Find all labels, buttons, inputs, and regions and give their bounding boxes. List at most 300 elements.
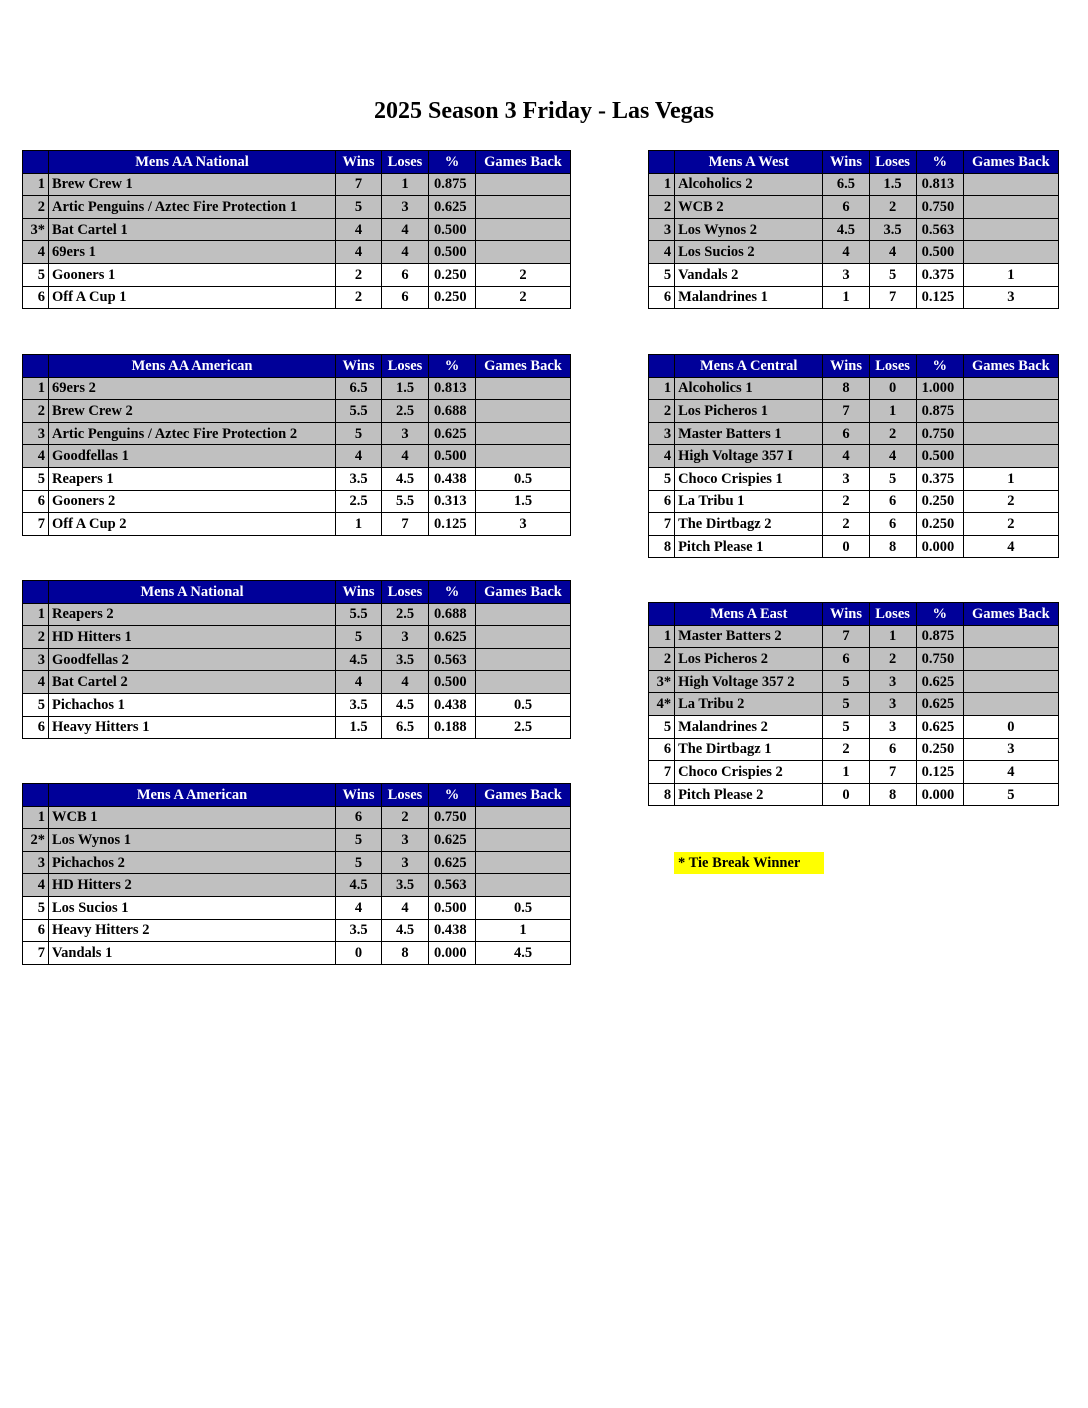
rank-cell: 3 bbox=[23, 851, 49, 874]
header-wins: Wins bbox=[336, 581, 382, 604]
rank-cell: 4 bbox=[23, 445, 49, 468]
wins-cell: 4.5 bbox=[823, 218, 869, 241]
games-back-cell bbox=[476, 422, 571, 445]
team-name: 69ers 2 bbox=[49, 377, 336, 400]
loses-cell: 4 bbox=[382, 445, 429, 468]
loses-cell: 6 bbox=[869, 513, 916, 536]
rank-cell: 7 bbox=[649, 513, 675, 536]
loses-cell: 2 bbox=[382, 806, 429, 829]
games-back-cell bbox=[476, 874, 571, 897]
pct-cell: 0.625 bbox=[429, 196, 476, 219]
header-pct: % bbox=[916, 355, 963, 378]
division-header-row bbox=[23, 151, 571, 174]
division-name: Mens AA American bbox=[49, 355, 336, 378]
header-wins: Wins bbox=[823, 355, 869, 378]
wins-cell: 1 bbox=[823, 286, 869, 309]
wins-cell: 4 bbox=[336, 218, 382, 241]
loses-cell: 4 bbox=[869, 241, 916, 264]
pct-cell: 0.688 bbox=[429, 400, 476, 423]
division-header-row bbox=[649, 355, 1059, 378]
division-table bbox=[22, 580, 571, 739]
wins-cell: 4.5 bbox=[336, 874, 382, 897]
standings-row bbox=[649, 263, 1059, 286]
pct-cell: 0.563 bbox=[429, 648, 476, 671]
games-back-cell bbox=[476, 648, 571, 671]
loses-cell: 6 bbox=[869, 490, 916, 513]
wins-cell: 5 bbox=[823, 670, 869, 693]
division-header-row bbox=[23, 581, 571, 604]
wins-cell: 3.5 bbox=[336, 467, 382, 490]
wins-cell: 7 bbox=[823, 625, 869, 648]
division-name: Mens A West bbox=[675, 151, 823, 174]
division-name: Mens A National bbox=[49, 581, 336, 604]
wins-cell: 4 bbox=[336, 445, 382, 468]
games-back-cell bbox=[963, 422, 1058, 445]
pct-cell: 0.375 bbox=[916, 467, 963, 490]
team-name: Off A Cup 2 bbox=[49, 513, 336, 536]
header-pct: % bbox=[916, 603, 963, 626]
wins-cell: 5.5 bbox=[336, 400, 382, 423]
standings-row bbox=[23, 513, 571, 536]
wins-cell: 2 bbox=[823, 490, 869, 513]
rank-cell: 5 bbox=[23, 467, 49, 490]
team-name: Heavy Hitters 1 bbox=[49, 716, 336, 739]
rank-cell: 6 bbox=[649, 490, 675, 513]
loses-cell: 3 bbox=[382, 422, 429, 445]
loses-cell: 4.5 bbox=[382, 467, 429, 490]
header-wins: Wins bbox=[823, 603, 869, 626]
team-name: Choco Crispies 1 bbox=[675, 467, 823, 490]
games-back-cell bbox=[963, 625, 1058, 648]
loses-cell: 6 bbox=[382, 263, 429, 286]
team-name: Brew Crew 1 bbox=[49, 173, 336, 196]
header-pct: % bbox=[429, 784, 476, 807]
header-rank bbox=[649, 603, 675, 626]
standings-row bbox=[23, 693, 571, 716]
loses-cell: 8 bbox=[869, 535, 916, 558]
games-back-cell: 0.5 bbox=[476, 467, 571, 490]
games-back-cell bbox=[476, 603, 571, 626]
team-name: Pitch Please 1 bbox=[675, 535, 823, 558]
standings-row bbox=[649, 761, 1059, 784]
rank-cell: 6 bbox=[23, 716, 49, 739]
team-name: La Tribu 2 bbox=[675, 693, 823, 716]
rank-cell: 6 bbox=[23, 286, 49, 309]
pct-cell: 0.313 bbox=[429, 490, 476, 513]
header-loses: Loses bbox=[382, 151, 429, 174]
games-back-cell bbox=[476, 806, 571, 829]
wins-cell: 5 bbox=[336, 829, 382, 852]
loses-cell: 3 bbox=[382, 196, 429, 219]
team-name: Vandals 1 bbox=[49, 942, 336, 965]
standings-row bbox=[649, 693, 1059, 716]
header-wins: Wins bbox=[336, 784, 382, 807]
team-name: Gooners 1 bbox=[49, 263, 336, 286]
loses-cell: 6.5 bbox=[382, 716, 429, 739]
division-table bbox=[648, 354, 1059, 558]
games-back-cell: 4 bbox=[963, 535, 1058, 558]
pct-cell: 0.500 bbox=[429, 445, 476, 468]
pct-cell: 0.000 bbox=[916, 783, 963, 806]
rank-cell: 6 bbox=[649, 738, 675, 761]
pct-cell: 0.688 bbox=[429, 603, 476, 626]
standings-row bbox=[23, 445, 571, 468]
pct-cell: 0.500 bbox=[429, 241, 476, 264]
header-rank bbox=[649, 355, 675, 378]
wins-cell: 2 bbox=[336, 286, 382, 309]
loses-cell: 4.5 bbox=[382, 919, 429, 942]
games-back-cell: 2 bbox=[963, 513, 1058, 536]
header-loses: Loses bbox=[869, 355, 916, 378]
loses-cell: 6 bbox=[869, 738, 916, 761]
rank-cell: 2* bbox=[23, 829, 49, 852]
wins-cell: 6 bbox=[823, 648, 869, 671]
rank-cell: 1 bbox=[649, 377, 675, 400]
games-back-cell bbox=[963, 445, 1058, 468]
wins-cell: 5 bbox=[336, 422, 382, 445]
wins-cell: 5 bbox=[336, 626, 382, 649]
games-back-cell bbox=[963, 670, 1058, 693]
team-name: Bat Cartel 2 bbox=[49, 671, 336, 694]
standings-row bbox=[23, 671, 571, 694]
standings-row bbox=[23, 467, 571, 490]
division-name: Mens AA National bbox=[49, 151, 336, 174]
rank-cell: 2 bbox=[649, 400, 675, 423]
wins-cell: 6 bbox=[336, 806, 382, 829]
team-name: Pitch Please 2 bbox=[675, 783, 823, 806]
pct-cell: 0.250 bbox=[916, 490, 963, 513]
team-name: Alcoholics 1 bbox=[675, 377, 823, 400]
wins-cell: 5 bbox=[823, 693, 869, 716]
pct-cell: 0.500 bbox=[916, 445, 963, 468]
wins-cell: 7 bbox=[823, 400, 869, 423]
games-back-cell bbox=[963, 648, 1058, 671]
games-back-cell bbox=[963, 693, 1058, 716]
header-games-back: Games Back bbox=[963, 355, 1058, 378]
games-back-cell: 3 bbox=[476, 513, 571, 536]
division-header-row bbox=[23, 784, 571, 807]
rank-cell: 6 bbox=[23, 919, 49, 942]
standings-row bbox=[649, 173, 1059, 196]
rank-cell: 2 bbox=[23, 626, 49, 649]
loses-cell: 1 bbox=[382, 173, 429, 196]
division-table bbox=[22, 354, 571, 536]
team-name: HD Hitters 2 bbox=[49, 874, 336, 897]
pct-cell: 0.438 bbox=[429, 919, 476, 942]
rank-cell: 4 bbox=[23, 241, 49, 264]
header-pct: % bbox=[916, 151, 963, 174]
header-rank bbox=[649, 151, 675, 174]
rank-cell: 7 bbox=[649, 761, 675, 784]
team-name: Reapers 2 bbox=[49, 603, 336, 626]
team-name: Artic Penguins / Aztec Fire Protection 2 bbox=[49, 422, 336, 445]
standings-row bbox=[23, 919, 571, 942]
pct-cell: 0.813 bbox=[916, 173, 963, 196]
team-name: Gooners 2 bbox=[49, 490, 336, 513]
team-name: High Voltage 357 I bbox=[675, 445, 823, 468]
loses-cell: 4 bbox=[382, 671, 429, 694]
pct-cell: 0.625 bbox=[429, 829, 476, 852]
header-loses: Loses bbox=[382, 784, 429, 807]
team-name: Master Batters 1 bbox=[675, 422, 823, 445]
loses-cell: 0 bbox=[869, 377, 916, 400]
standings-row bbox=[649, 513, 1059, 536]
rank-cell: 1 bbox=[649, 625, 675, 648]
wins-cell: 3.5 bbox=[336, 919, 382, 942]
wins-cell: 4 bbox=[336, 241, 382, 264]
header-games-back: Games Back bbox=[476, 581, 571, 604]
pct-cell: 0.375 bbox=[916, 263, 963, 286]
header-wins: Wins bbox=[823, 151, 869, 174]
loses-cell: 5.5 bbox=[382, 490, 429, 513]
wins-cell: 0 bbox=[336, 942, 382, 965]
games-back-cell: 1 bbox=[476, 919, 571, 942]
standings-row bbox=[649, 218, 1059, 241]
pct-cell: 0.250 bbox=[916, 738, 963, 761]
rank-cell: 1 bbox=[23, 377, 49, 400]
standings-row bbox=[649, 490, 1059, 513]
standings-row bbox=[23, 400, 571, 423]
pct-cell: 0.500 bbox=[429, 671, 476, 694]
pct-cell: 0.000 bbox=[916, 535, 963, 558]
pct-cell: 0.813 bbox=[429, 377, 476, 400]
pct-cell: 0.500 bbox=[916, 241, 963, 264]
standings-row bbox=[649, 196, 1059, 219]
standings-row bbox=[649, 648, 1059, 671]
standings-row bbox=[23, 173, 571, 196]
standings-row bbox=[649, 286, 1059, 309]
header-games-back: Games Back bbox=[476, 784, 571, 807]
rank-cell: 4 bbox=[649, 241, 675, 264]
team-name: Malandrines 2 bbox=[675, 715, 823, 738]
loses-cell: 7 bbox=[869, 286, 916, 309]
division-header-row bbox=[649, 151, 1059, 174]
pct-cell: 0.563 bbox=[429, 874, 476, 897]
loses-cell: 7 bbox=[382, 513, 429, 536]
standings-row bbox=[649, 625, 1059, 648]
loses-cell: 1.5 bbox=[382, 377, 429, 400]
games-back-cell bbox=[476, 400, 571, 423]
rank-cell: 8 bbox=[649, 783, 675, 806]
wins-cell: 8 bbox=[823, 377, 869, 400]
rank-cell: 5 bbox=[23, 263, 49, 286]
games-back-cell bbox=[963, 241, 1058, 264]
team-name: Bat Cartel 1 bbox=[49, 218, 336, 241]
header-rank bbox=[23, 581, 49, 604]
standings-row bbox=[23, 196, 571, 219]
division-name: Mens A Central bbox=[675, 355, 823, 378]
loses-cell: 1 bbox=[869, 400, 916, 423]
header-wins: Wins bbox=[336, 355, 382, 378]
team-name: Heavy Hitters 2 bbox=[49, 919, 336, 942]
standings-row bbox=[23, 263, 571, 286]
games-back-cell: 2.5 bbox=[476, 716, 571, 739]
team-name: WCB 1 bbox=[49, 806, 336, 829]
team-name: HD Hitters 1 bbox=[49, 626, 336, 649]
games-back-cell bbox=[476, 671, 571, 694]
games-back-cell: 0 bbox=[963, 715, 1058, 738]
team-name: Master Batters 2 bbox=[675, 625, 823, 648]
pct-cell: 0.125 bbox=[429, 513, 476, 536]
standings-row bbox=[23, 626, 571, 649]
team-name: Los Picheros 2 bbox=[675, 648, 823, 671]
header-games-back: Games Back bbox=[963, 151, 1058, 174]
rank-cell: 8 bbox=[649, 535, 675, 558]
loses-cell: 4 bbox=[382, 241, 429, 264]
games-back-cell bbox=[476, 626, 571, 649]
header-pct: % bbox=[429, 151, 476, 174]
standings-row bbox=[23, 896, 571, 919]
standings-row bbox=[23, 490, 571, 513]
standings-row bbox=[23, 829, 571, 852]
rank-cell: 3 bbox=[649, 422, 675, 445]
team-name: Los Wynos 2 bbox=[675, 218, 823, 241]
games-back-cell bbox=[476, 241, 571, 264]
rank-cell: 7 bbox=[23, 942, 49, 965]
games-back-cell: 2 bbox=[476, 263, 571, 286]
wins-cell: 4 bbox=[336, 896, 382, 919]
standings-row bbox=[649, 422, 1059, 445]
wins-cell: 6.5 bbox=[823, 173, 869, 196]
division-table bbox=[22, 150, 571, 309]
games-back-cell: 1.5 bbox=[476, 490, 571, 513]
standings-row bbox=[23, 942, 571, 965]
games-back-cell: 3 bbox=[963, 286, 1058, 309]
team-name: WCB 2 bbox=[675, 196, 823, 219]
rank-cell: 2 bbox=[23, 400, 49, 423]
rank-cell: 5 bbox=[23, 693, 49, 716]
rank-cell: 4 bbox=[23, 671, 49, 694]
division-header-row bbox=[649, 603, 1059, 626]
wins-cell: 3 bbox=[823, 263, 869, 286]
games-back-cell bbox=[963, 377, 1058, 400]
header-games-back: Games Back bbox=[476, 355, 571, 378]
page-title: 2025 Season 3 Friday - Las Vegas bbox=[373, 98, 715, 124]
pct-cell: 0.500 bbox=[429, 218, 476, 241]
standings-row bbox=[649, 783, 1059, 806]
pct-cell: 0.875 bbox=[429, 173, 476, 196]
games-back-cell bbox=[476, 377, 571, 400]
division-header-row bbox=[23, 355, 571, 378]
team-name: High Voltage 357 2 bbox=[675, 670, 823, 693]
games-back-cell bbox=[476, 829, 571, 852]
games-back-cell: 3 bbox=[963, 738, 1058, 761]
pct-cell: 0.250 bbox=[429, 263, 476, 286]
loses-cell: 3.5 bbox=[382, 648, 429, 671]
pct-cell: 0.625 bbox=[916, 693, 963, 716]
wins-cell: 2.5 bbox=[336, 490, 382, 513]
games-back-cell: 5 bbox=[963, 783, 1058, 806]
wins-cell: 0 bbox=[823, 783, 869, 806]
rank-cell: 3* bbox=[23, 218, 49, 241]
games-back-cell: 4.5 bbox=[476, 942, 571, 965]
header-pct: % bbox=[429, 355, 476, 378]
wins-cell: 1 bbox=[336, 513, 382, 536]
loses-cell: 3 bbox=[869, 670, 916, 693]
team-name: Pichachos 1 bbox=[49, 693, 336, 716]
pct-cell: 0.875 bbox=[916, 625, 963, 648]
loses-cell: 8 bbox=[869, 783, 916, 806]
pct-cell: 0.750 bbox=[916, 422, 963, 445]
standings-row bbox=[649, 241, 1059, 264]
games-back-cell: 1 bbox=[963, 467, 1058, 490]
pct-cell: 0.438 bbox=[429, 467, 476, 490]
pct-cell: 0.125 bbox=[916, 286, 963, 309]
rank-cell: 6 bbox=[649, 286, 675, 309]
standings-row bbox=[23, 241, 571, 264]
games-back-cell: 0.5 bbox=[476, 896, 571, 919]
team-name: 69ers 1 bbox=[49, 241, 336, 264]
rank-cell: 1 bbox=[23, 603, 49, 626]
wins-cell: 5 bbox=[823, 715, 869, 738]
loses-cell: 3.5 bbox=[869, 218, 916, 241]
loses-cell: 3 bbox=[382, 829, 429, 852]
team-name: Off A Cup 1 bbox=[49, 286, 336, 309]
pct-cell: 0.500 bbox=[429, 896, 476, 919]
rank-cell: 2 bbox=[649, 196, 675, 219]
loses-cell: 2 bbox=[869, 648, 916, 671]
pct-cell: 0.875 bbox=[916, 400, 963, 423]
header-wins: Wins bbox=[336, 151, 382, 174]
header-rank bbox=[23, 355, 49, 378]
loses-cell: 5 bbox=[869, 263, 916, 286]
games-back-cell: 2 bbox=[963, 490, 1058, 513]
team-name: Alcoholics 2 bbox=[675, 173, 823, 196]
pct-cell: 0.625 bbox=[916, 715, 963, 738]
wins-cell: 2 bbox=[823, 513, 869, 536]
wins-cell: 4 bbox=[823, 445, 869, 468]
pct-cell: 1.000 bbox=[916, 377, 963, 400]
standings-row bbox=[23, 603, 571, 626]
division-table bbox=[648, 150, 1059, 309]
rank-cell: 5 bbox=[649, 467, 675, 490]
wins-cell: 3 bbox=[823, 467, 869, 490]
games-back-cell bbox=[476, 445, 571, 468]
rank-cell: 1 bbox=[649, 173, 675, 196]
pct-cell: 0.188 bbox=[429, 716, 476, 739]
loses-cell: 3 bbox=[382, 851, 429, 874]
header-loses: Loses bbox=[382, 355, 429, 378]
pct-cell: 0.125 bbox=[916, 761, 963, 784]
standings-row bbox=[649, 535, 1059, 558]
games-back-cell bbox=[476, 218, 571, 241]
division-name: Mens A American bbox=[49, 784, 336, 807]
wins-cell: 6 bbox=[823, 422, 869, 445]
games-back-cell: 2 bbox=[476, 286, 571, 309]
team-name: Artic Penguins / Aztec Fire Protection 1 bbox=[49, 196, 336, 219]
rank-cell: 4* bbox=[649, 693, 675, 716]
pct-cell: 0.625 bbox=[429, 626, 476, 649]
loses-cell: 1.5 bbox=[869, 173, 916, 196]
standings-row bbox=[23, 377, 571, 400]
pct-cell: 0.750 bbox=[916, 196, 963, 219]
header-rank bbox=[23, 151, 49, 174]
rank-cell: 4 bbox=[649, 445, 675, 468]
loses-cell: 8 bbox=[382, 942, 429, 965]
standings-row bbox=[23, 851, 571, 874]
wins-cell: 4.5 bbox=[336, 648, 382, 671]
rank-cell: 2 bbox=[23, 196, 49, 219]
pct-cell: 0.250 bbox=[429, 286, 476, 309]
pct-cell: 0.625 bbox=[429, 422, 476, 445]
pct-cell: 0.750 bbox=[916, 648, 963, 671]
rank-cell: 6 bbox=[23, 490, 49, 513]
games-back-cell bbox=[476, 196, 571, 219]
standings-row bbox=[23, 422, 571, 445]
rank-cell: 1 bbox=[23, 173, 49, 196]
header-pct: % bbox=[429, 581, 476, 604]
pct-cell: 0.563 bbox=[916, 218, 963, 241]
